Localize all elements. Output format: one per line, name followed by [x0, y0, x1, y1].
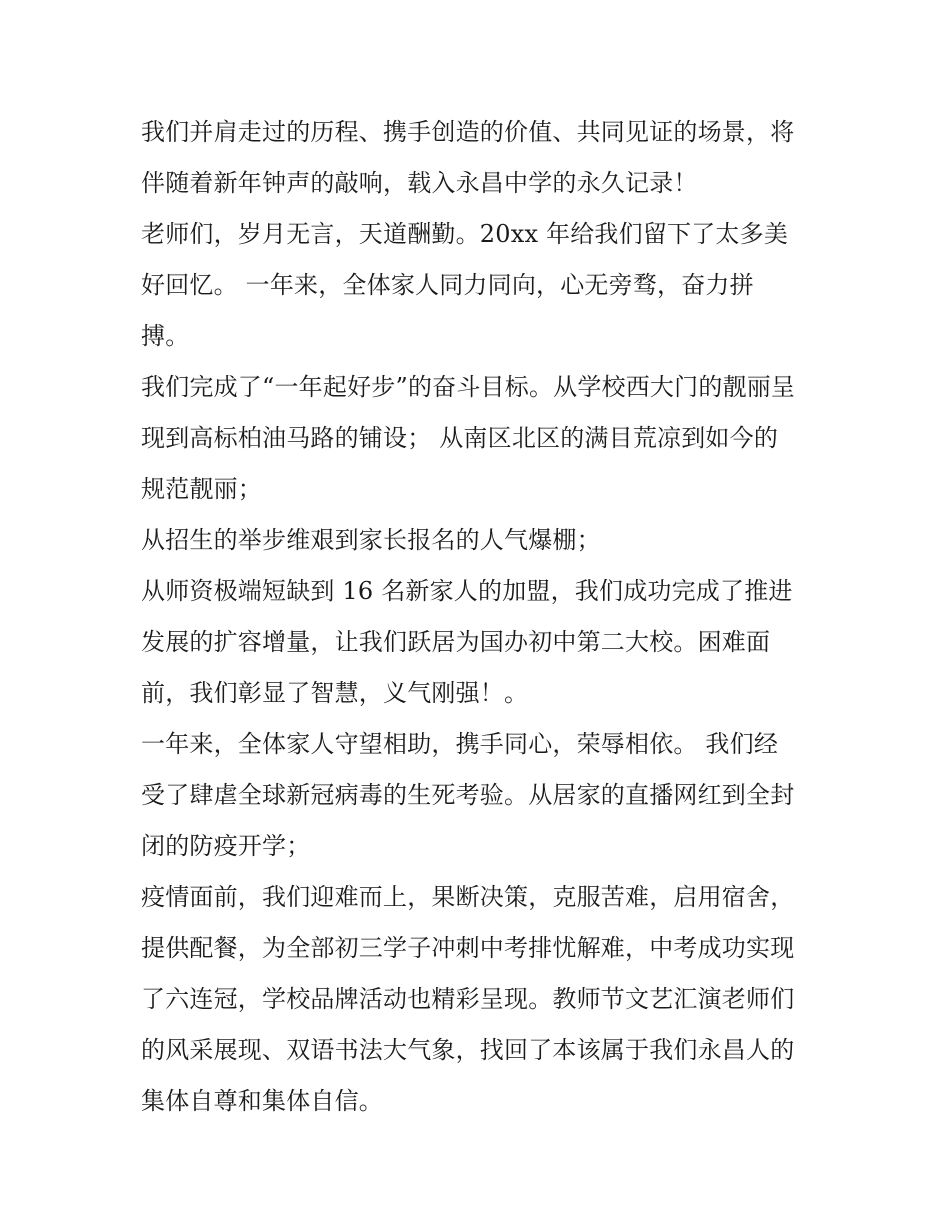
text-line: 伴随着新年钟声的敲响，载入永昌中学的永久记录！: [141, 169, 698, 197]
text-line: 从招生的举步维艰到家长报名的人气爆棚；: [141, 526, 601, 554]
text-line: 老师们，岁月无言，天道酬勤。20xx 年给我们留下了太多美: [141, 220, 789, 248]
text-line: 发展的扩容增量，让我们跃居为国办初中第二大校。困难面: [141, 628, 771, 656]
text-line: 疫情面前，我们迎难而上，果断决策，克服苦难，启用宿舍，: [141, 883, 795, 911]
text-line: 好回忆。 一年来，全体家人同力同向，心无旁骛，奋力拼: [141, 271, 754, 299]
text-line: 搏。: [141, 322, 190, 350]
text-line: 前，我们彰显了智慧，义气刚强！。: [141, 679, 529, 707]
text-line: 现到高标柏油马路的铺设； 从南区北区的满目荒凉到如今的: [141, 424, 779, 452]
text-line: 规范靓丽；: [141, 475, 262, 503]
text-line: 闭的防疫开学；: [141, 832, 311, 860]
text-line: 提供配餐，为全部初三学子冲刺中考排忧解难，中考成功实现: [141, 934, 795, 962]
text-line: 我们完成了“一年起好步”的奋斗目标。从学校西大门的靓丽呈: [141, 373, 796, 401]
text-line: 受了肆虐全球新冠病毒的生死考验。从居家的直播网红到全封: [141, 781, 795, 809]
text-line: 的风采展现、双语书法大气象，找回了本该属于我们永昌人的: [141, 1036, 795, 1064]
text-line: 集体自尊和集体自信。: [141, 1087, 383, 1115]
text-line: 了六连冠，学校品牌活动也精彩呈现。教师节文艺汇演老师们: [141, 985, 795, 1013]
document-body: [141, 107, 821, 1127]
text-line: 从师资极端短缺到 16 名新家人的加盟，我们成功完成了推进: [141, 577, 793, 605]
text-line: 我们并肩走过的历程、携手创造的价值、共同见证的场景，将: [141, 118, 795, 146]
text-line: 一年来，全体家人守望相助，携手同心，荣辱相依。 我们经: [141, 730, 779, 758]
